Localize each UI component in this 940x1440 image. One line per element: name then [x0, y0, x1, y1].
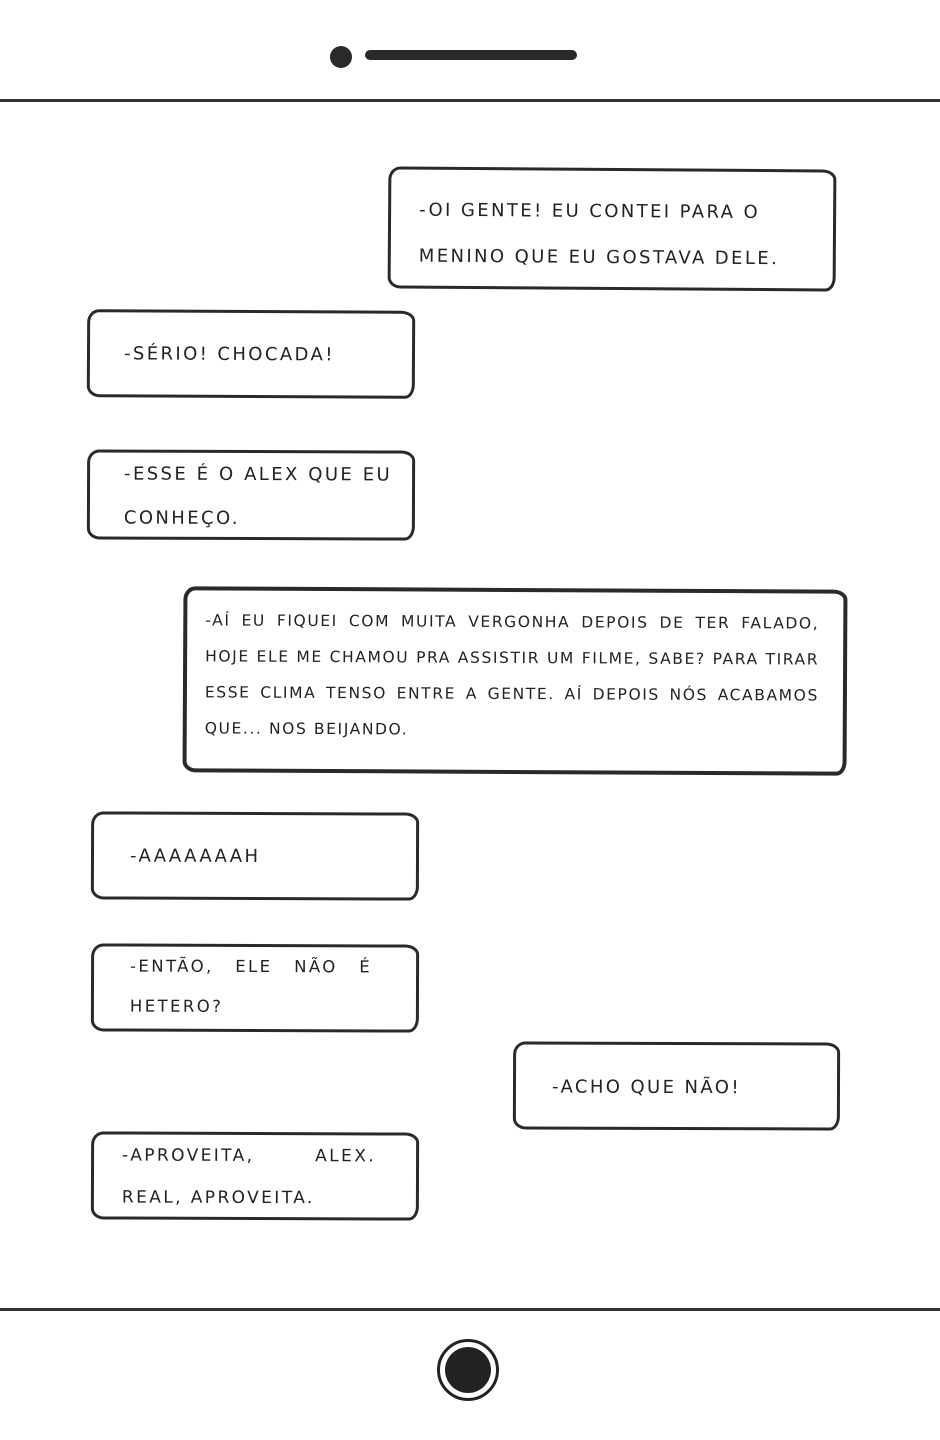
message-text: -APROVEITA, ALEX. REAL, APROVEITA. [121, 1145, 377, 1209]
home-button-icon[interactable] [437, 1339, 499, 1401]
message-bubble-sent [183, 586, 848, 775]
message-text: -SÉRIO! CHOCADA! [123, 343, 335, 366]
message-text: -ESSE É O ALEX QUE EU CONHEÇO. [123, 463, 393, 529]
message-bubble-received [91, 1131, 419, 1220]
message-bubble-received [91, 811, 419, 900]
message-text: -AÍ EU FIQUEI COM MUITA VERGONHA DEPOIS DE TER FALADO, HOJE ELE ME CHAMOU PRA ASSISTIR UM FILME, SABE? PARA TIRAR ESSE CLIMA TENSO ENTRE A GENTE. AÍ DEPOIS NÓS ACABAMOS QUE... NOS BEIJANDO. [204, 611, 820, 739]
message-text: -ENTÃO, ELE NÃO É HETERO? [129, 956, 373, 1016]
message-bubble-received [87, 309, 415, 399]
home-button-core [445, 1347, 491, 1393]
message-text: -ACHO QUE NÃO! [551, 1076, 742, 1099]
speaker-icon [365, 50, 577, 60]
message-bubble-sent [513, 1041, 840, 1130]
message-bubble-received [87, 449, 415, 540]
bottom-divider [0, 1308, 940, 1311]
message-bubble-sent [388, 166, 837, 291]
top-divider [0, 99, 940, 102]
message-bubble-received [91, 943, 419, 1032]
message-text: -OI GENTE! EU CONTEI PARA O MENINO QUE EU GOSTAVA DELE. [418, 199, 780, 270]
camera-icon [330, 46, 352, 68]
message-text: -AAAAAAAH [129, 845, 261, 868]
